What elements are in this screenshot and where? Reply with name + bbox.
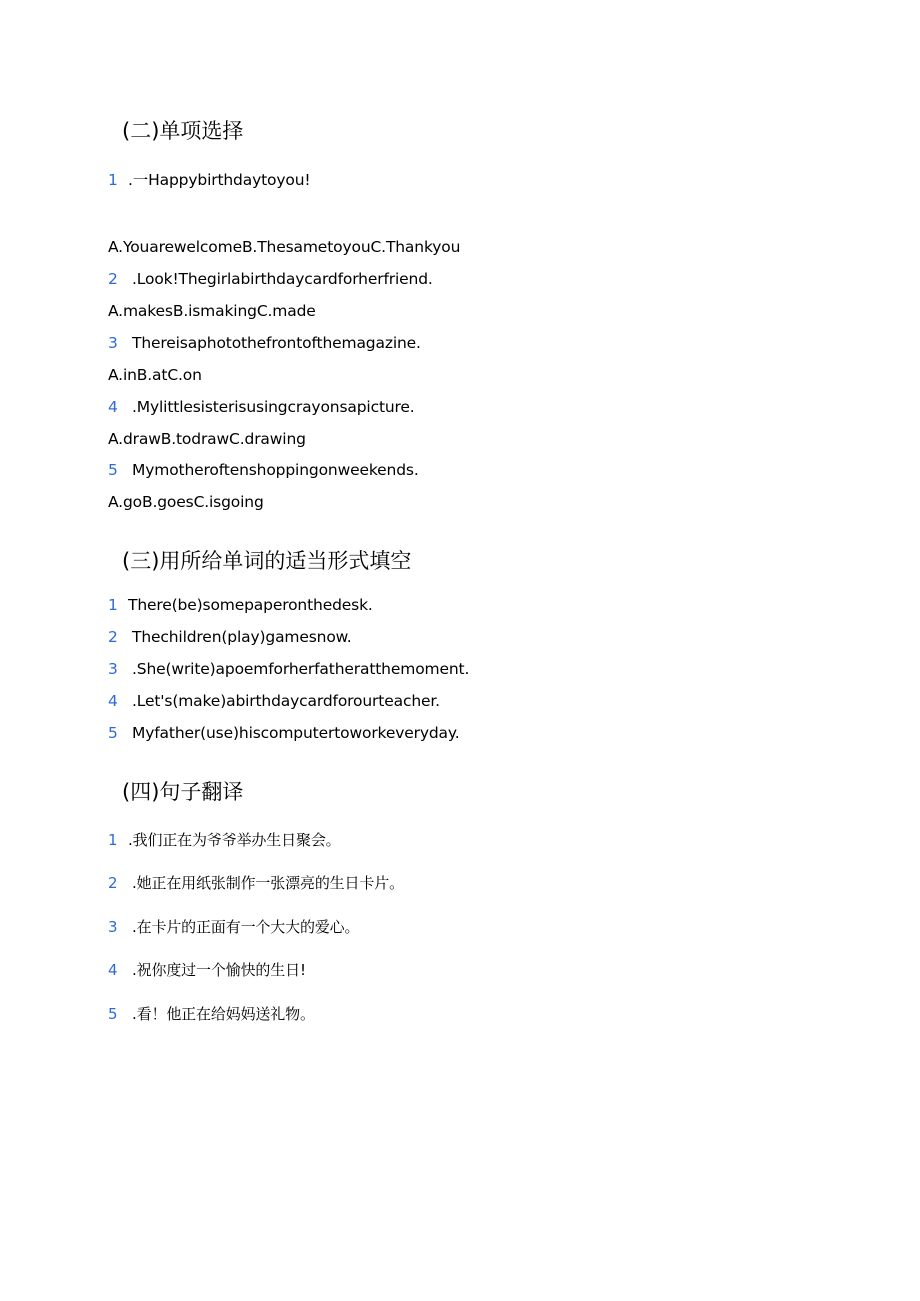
item-number: 4 <box>108 692 118 710</box>
item-text: There(be)somepaperonthedesk. <box>128 596 373 614</box>
question-4 <box>108 397 415 417</box>
item-text: .看！他正在给妈妈送礼物。 <box>132 1005 315 1023</box>
question-number: 1 <box>108 171 118 189</box>
item-text: .在卡片的正面有一个大大的爱心。 <box>132 918 360 936</box>
item-number: 2 <box>108 874 118 892</box>
question-number: 2 <box>108 270 118 288</box>
fill-in-item-4 <box>108 691 440 711</box>
question-text: .一Happybirthdaytoyou! <box>128 171 311 189</box>
question-2 <box>108 269 433 289</box>
item-number: 5 <box>108 724 118 742</box>
item-number: 2 <box>108 628 118 646</box>
question-text: .Mylittlesisterisusingcrayonsapicture. <box>132 398 415 416</box>
question-text: .Look!Thegirlabirthdaycardforherfriend. <box>132 270 433 288</box>
section-heading-translation: (四)句子翻译 <box>122 780 244 804</box>
translation-item-3 <box>108 917 359 937</box>
fill-in-item-1 <box>108 595 373 615</box>
item-number: 1 <box>108 831 118 849</box>
item-text: .祝你度过一个愉快的生日! <box>132 961 306 979</box>
item-number: 3 <box>108 660 118 678</box>
question-text: Mymotheroftenshoppingonweekends. <box>132 461 419 479</box>
item-number: 5 <box>108 1005 118 1023</box>
fill-in-item-5 <box>108 723 459 743</box>
item-text: Myfather(use)hiscomputertoworkeveryday. <box>132 724 460 742</box>
section-heading-multiple-choice: (二)单项选择 <box>122 119 244 143</box>
item-text: .她正在用纸张制作一张漂亮的生日卡片。 <box>132 874 404 892</box>
item-text: .Let's(make)abirthdaycardforourteacher. <box>132 692 440 710</box>
translation-item-4 <box>108 960 306 980</box>
question-4-options: A.drawB.todrawC.drawing <box>108 430 306 448</box>
question-number: 5 <box>108 461 118 479</box>
question-3 <box>108 333 421 353</box>
item-text: .She(write)apoemforherfatheratthemoment. <box>132 660 470 678</box>
question-2-options: A.makesB.ismakingC.made <box>108 302 316 320</box>
item-text: Thechildren(play)gamesnow. <box>132 628 352 646</box>
translation-item-1 <box>108 830 341 850</box>
question-1-options: A.YouarewelcomeB.ThesametoyouC.Thankyou <box>108 238 461 256</box>
question-number: 4 <box>108 398 118 416</box>
question-number: 3 <box>108 334 118 352</box>
question-text: Thereisaphotothefrontofthemagazine. <box>132 334 421 352</box>
fill-in-item-2 <box>108 627 352 647</box>
question-3-options: A.inB.atC.on <box>108 366 202 384</box>
question-5 <box>108 460 419 480</box>
fill-in-item-3 <box>108 659 469 679</box>
question-1 <box>108 170 310 190</box>
section-heading-fill-in: (三)用所给单词的适当形式填空 <box>122 549 412 573</box>
question-5-options: A.goB.goesC.isgoing <box>108 493 264 511</box>
item-number: 4 <box>108 961 118 979</box>
item-number: 1 <box>108 596 118 614</box>
translation-item-5 <box>108 1004 315 1024</box>
item-text: .我们正在为爷爷举办生日聚会。 <box>128 831 341 849</box>
translation-item-2 <box>108 873 404 893</box>
item-number: 3 <box>108 918 118 936</box>
